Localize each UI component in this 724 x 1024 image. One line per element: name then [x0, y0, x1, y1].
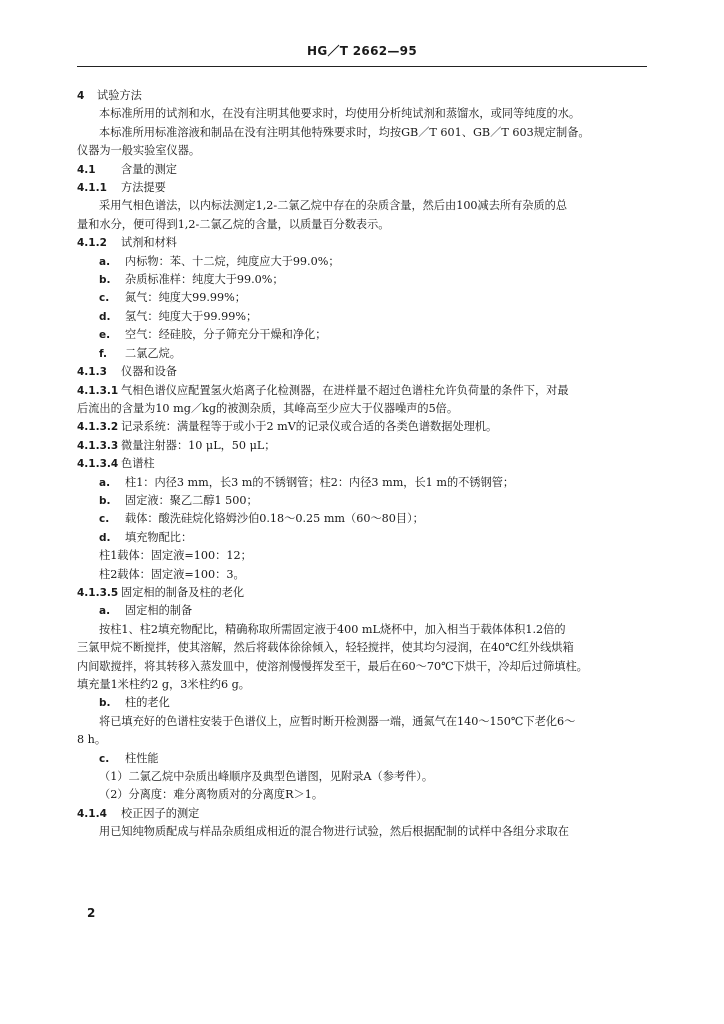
paragraph: 按柱1、柱2填充物配比，精确称取所需固定液于400 mL烧杯中，加入相当于载体体积1.2倍的	[99, 622, 566, 636]
list-item: e. 空气：经硅胶，分子筛充分干燥和净化；	[99, 328, 327, 342]
list-item: b. 柱的老化	[99, 696, 170, 710]
numbered-item: （2）分离度：难分离物质对的分离度R＞1。	[99, 788, 324, 802]
paragraph: 本标准所用的试剂和水，在没有注明其他要求时，均使用分析纯试剂和蒸馏水，或同等纯度的水。	[99, 107, 581, 121]
clause-4-1-3-4: 4.1.3.4 色谱柱	[77, 457, 155, 471]
paragraph: 本标准所用标准溶液和制品在没有注明其他特殊要求时，均按GB／T 601、GB／T 603规定制备。	[99, 125, 590, 139]
list-item: c. 氮气：纯度大99.99%；	[99, 291, 246, 305]
paragraph-continuation: 填充量1米柱约2 g，3米柱约6 g。	[77, 678, 250, 691]
running-header-standard-code: HG／T 2662—95	[307, 44, 417, 58]
numbered-item: （1）二氯乙烷中杂质出峰顺序及典型色谱图，见附录A（参考件）。	[99, 770, 434, 784]
paragraph: 采用气相色谱法，以内标法测定1,2-二氯乙烷中存在的杂质含量，然后由100减去所有杂质的总	[99, 199, 568, 213]
clause-4-1-3-3: 4.1.3.3 微量注射器：10 μL，50 μL；	[77, 438, 276, 452]
list-item: d. 氢气：纯度大于99.99%；	[99, 309, 258, 323]
section-heading-4-1: 4.1 含量的测定	[77, 162, 177, 176]
clause-4-1-3-5: 4.1.3.5 固定相的制备及柱的老化	[77, 585, 245, 599]
paragraph-continuation: 8 h。	[77, 733, 107, 747]
document-body	[77, 87, 640, 842]
list-item: a. 柱1：内径3 mm，长3 m的不锈钢管；柱2：内径3 mm，长1 m的不锈钢管；	[99, 475, 515, 489]
section-heading-4-1-3: 4.1.3 仪器和设备	[77, 365, 177, 379]
list-item: c. 柱性能	[99, 751, 159, 765]
paragraph: 将已填充好的色谱柱安装于色谱仪上，应暂时断开检测器一端，通氮气在140～150℃下老化6～	[99, 714, 576, 728]
list-item: a. 内标物：苯、十二烷，纯度应大于99.0%；	[99, 254, 340, 268]
page-number: 2	[87, 906, 96, 920]
clause-4-1-3-1: 4.1.3.1 气相色谱仪应配置氢火焰离子化检测器，在进样量不超过色谱柱允许负荷量的条件下，对最	[77, 383, 569, 397]
paragraph-continuation: 三氯甲烷不断搅拌，使其溶解，然后将载体徐徐倾入，轻轻搅拌，使其均匀浸润，在40℃红外线烘箱	[77, 641, 574, 655]
list-item: d. 填充物配比：	[99, 530, 193, 544]
section-heading-4: 4 试验方法	[77, 89, 142, 102]
list-item: c. 载体：酸洗硅烷化铬姆沙伯0.18～0.25 mm（60～80目）；	[99, 512, 424, 526]
section-heading-4-1-1: 4.1.1 方法提要	[77, 181, 166, 195]
ratio-line: 柱2载体：固定液=100：3。	[99, 567, 245, 581]
paragraph: 用已知纯物质配成与样品杂质组成相近的混合物进行试验，然后根据配制的试样中各组分求取在	[99, 825, 569, 839]
list-item: b. 杂质标准样：纯度大于99.0%；	[99, 273, 284, 287]
ratio-line: 柱1载体：固定液=100：12；	[99, 549, 252, 563]
section-heading-4-1-4: 4.1.4 校正因子的测定	[77, 806, 200, 820]
paragraph-continuation: 仪器为一般实验室仪器。	[77, 144, 201, 158]
list-item: b. 固定液：聚乙二醇1 500；	[99, 493, 258, 507]
paragraph-continuation: 内间歇搅拌，将其转移入蒸发皿中，使溶剂慢慢挥发至干，最后在60～70℃下烘干，冷却后过筛填柱。	[77, 659, 588, 673]
paragraph-continuation: 后流出的含量为10 mg／kg的被测杂质，其峰高至少应大于仪器噪声的5倍。	[77, 401, 459, 415]
list-item: a. 固定相的制备	[99, 604, 193, 618]
section-heading-4-1-2: 4.1.2 试剂和材料	[77, 236, 177, 250]
clause-4-1-3-2: 4.1.3.2 记录系统：满量程等于或小于2 mV的记录仪或合适的各类色谱数据处理机。	[77, 420, 498, 434]
header-divider	[77, 66, 647, 67]
list-item: f. 二氯乙烷。	[99, 346, 181, 360]
paragraph-continuation: 量和水分，便可得到1,2-二氯乙烷的含量，以质量百分数表示。	[77, 217, 390, 231]
